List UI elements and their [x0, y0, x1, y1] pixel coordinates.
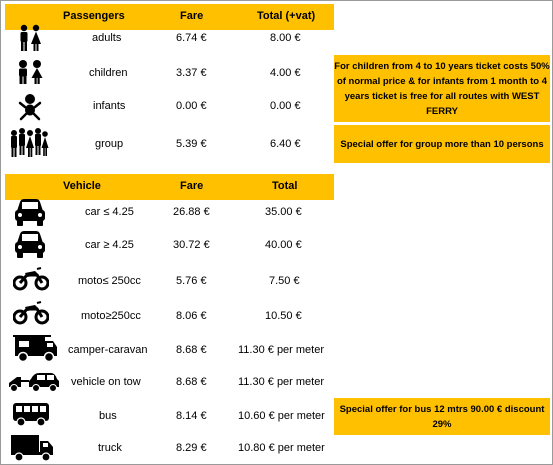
vehicle-fare-car-large: 30.72 €: [173, 239, 210, 251]
vehicle-total-moto-small: 7.50 €: [269, 275, 300, 287]
vehicle-label-tow: vehicle on tow: [71, 376, 141, 388]
vehicle-fare-bus: 8.14 €: [176, 410, 207, 422]
vehicle-label-truck: truck: [98, 442, 122, 454]
vehicle-total-moto-large: 10.50 €: [265, 310, 302, 322]
group-offer-note: [334, 125, 550, 163]
truck-icon: [9, 433, 55, 463]
vehicle-fare-truck: 8.29 €: [176, 442, 207, 454]
vehicle-total-tow: 11.30 € per meter: [238, 376, 325, 388]
passenger-total-infants: 0.00 €: [270, 100, 301, 112]
vehicle-fare-camper: 8.68 €: [176, 344, 207, 356]
vehicle-fare-car-small: 26.88 €: [173, 206, 210, 218]
passenger-total-adults: 8.00 €: [270, 32, 301, 44]
vehicles-header-label: Vehicle: [63, 180, 101, 192]
car-icon: [13, 230, 47, 260]
bus-offer-note-text: Special offer for bus 12 mtrs 90.00 € discount 29%: [339, 403, 545, 430]
vehicles-header-fare: Fare: [180, 180, 204, 192]
camper-icon: [11, 333, 59, 363]
passengers-header: [5, 4, 334, 30]
group-offer-note-text: Special offer for group more than 10 persons: [340, 138, 544, 150]
vehicle-total-car-large: 40.00 €: [265, 239, 302, 251]
adults-icon: [15, 23, 45, 53]
passenger-label-infants: infants: [93, 100, 126, 112]
vehicle-total-bus: 10.60 € per meter: [238, 410, 325, 422]
children-discount-note-text: For children from 4 to 10 years ticket costs 50% of normal price & for infants from 1 month to 4 years ticket is free for all routes with WEST FERRY: [334, 60, 550, 117]
vehicle-fare-moto-large: 8.06 €: [176, 310, 207, 322]
passenger-label-adults: adults: [92, 32, 122, 44]
passenger-fare-children: 3.37 €: [176, 67, 207, 79]
vehicle-label-camper: camper-caravan: [68, 344, 148, 356]
vehicles-header: [5, 174, 334, 200]
vehicle-total-car-small: 35.00 €: [265, 206, 302, 218]
passenger-total-group: 6.40 €: [270, 138, 301, 150]
passenger-fare-group: 5.39 €: [176, 138, 207, 150]
children-icon: [15, 59, 45, 85]
vehicle-label-moto-small: moto≤ 250cc: [78, 275, 141, 287]
vehicle-label-moto-large: moto≥250cc: [81, 310, 141, 322]
passenger-fare-adults: 6.74 €: [176, 32, 207, 44]
passengers-header-total: Total (+vat): [257, 10, 316, 22]
vehicle-label-car-large: car ≥ 4.25: [85, 239, 134, 251]
vehicle-fare-moto-small: 5.76 €: [176, 275, 207, 287]
bus-icon: [11, 401, 51, 429]
infant-icon: [17, 93, 43, 121]
passenger-total-children: 4.00 €: [270, 67, 301, 79]
vehicle-total-truck: 10.80 € per meter: [238, 442, 325, 454]
motorcycle-icon: [13, 299, 49, 325]
passengers-header-label: Passengers: [63, 10, 125, 22]
vehicles-header-total: Total: [272, 180, 298, 192]
passenger-label-children: children: [89, 67, 128, 79]
vehicle-label-car-small: car ≤ 4.25: [85, 206, 134, 218]
vehicle-label-bus: bus: [99, 410, 117, 422]
passengers-header-fare: Fare: [180, 10, 204, 22]
motorcycle-icon: [13, 265, 49, 291]
group-icon: [9, 127, 49, 159]
passenger-label-group: group: [95, 138, 124, 150]
tow-truck-icon: [7, 369, 61, 395]
children-discount-note: [334, 55, 550, 122]
vehicle-total-camper: 11.30 € per meter: [238, 344, 325, 356]
bus-offer-note: [334, 398, 550, 435]
passenger-fare-infants: 0.00 €: [176, 100, 207, 112]
vehicle-fare-tow: 8.68 €: [176, 376, 207, 388]
car-icon: [13, 198, 47, 228]
